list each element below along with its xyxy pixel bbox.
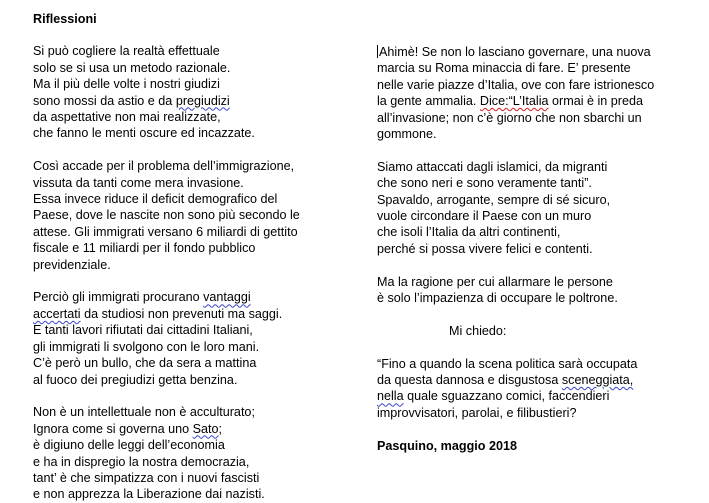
stanza (33, 289, 333, 387)
poem-line: Si può cogliere la realtà effettuale (33, 44, 220, 59)
poem-line: “Fino a quando la scena politica sarà occupata (377, 356, 638, 371)
text-run: nella quale sguazzano comici, faccendieri (377, 389, 610, 404)
poem-line: che fanno le menti oscure ed incazzate. (33, 126, 255, 141)
spellcheck-flag: accertati (33, 306, 81, 321)
stanza (377, 274, 697, 307)
text-cursor (377, 45, 378, 58)
poem-line (33, 93, 333, 109)
signature: Pasquino, maggio 2018 (377, 438, 517, 453)
document-title: Riflessioni (33, 12, 97, 26)
poem-line: improvvisatori, parolai, e filibustieri? (377, 405, 577, 420)
spellcheck-flag: vantaggi (203, 290, 251, 305)
poem-line: Ma la ragione per cui allarmare le persone (377, 274, 613, 289)
spellcheck-flag: sceneggiata, (561, 373, 634, 388)
poem-line (377, 388, 697, 404)
spellcheck-flag: Sato (192, 421, 219, 436)
poem-line: C’è però un bullo, che da sera a mattina (33, 356, 257, 371)
text-run: la gente ammalia. Dice:“L’Italia ormai è in preda (377, 94, 644, 109)
spellcheck-flag: Dice:“L’Italia (479, 94, 549, 109)
spellcheck-flag: nella (377, 389, 404, 404)
poem-line: gommone. (377, 127, 437, 142)
poem-line: al fuoco dei pregiudizi getta benzina. (33, 372, 238, 387)
poem-line (33, 289, 333, 305)
poem-line: vuole circondare il Paese con un muro (377, 209, 592, 224)
poem-line: previdenziale. (33, 257, 111, 272)
poem-line: E tanti lavori rifiutati dai cittadini Italiani, (33, 323, 253, 338)
right-column (377, 11, 697, 454)
poem-line: Ma il più delle volte i nostri giudizi (33, 77, 220, 92)
stanza (377, 438, 697, 454)
text-run: da questa dannosa e disgustosa sceneggiata, (377, 373, 634, 388)
left-column (33, 11, 333, 503)
text-run: Ahimè! Se non lo lasciano governare, una nuova (379, 45, 651, 59)
text-run: Perciò gli immigrati procurano vantaggi (33, 290, 251, 305)
poem-line: attese. Gli immigrati versano 6 miliardi di gettito (33, 224, 298, 239)
stanza (33, 404, 333, 502)
poem-line (377, 44, 697, 60)
poem-line: Essa invece riduce il deficit demografico del (33, 192, 278, 207)
text-run: sono mossi da astio e da pregiudizi (33, 93, 230, 108)
poem-line: Spavaldo, arrogante, sempre di sé sicuro, (377, 192, 611, 207)
spellcheck-flag: pregiudizi (175, 93, 230, 108)
poem-line: nelle varie piazze d’Italia, ove con fare istrionesco (377, 77, 655, 92)
poem-line: all’invasione; non c’è giorno che non sbarchi un (377, 110, 642, 125)
stanza (377, 44, 697, 142)
poem-line: vissuta da tanti come mera invasione. (33, 175, 244, 190)
poem-line: Non è un intellettuale non è acculturato; (33, 405, 255, 420)
poem-line: da aspettative non mai realizzate, (33, 110, 221, 125)
poem-line: e non apprezza la Liberazione dai nazisti. (33, 487, 265, 502)
stanza (33, 43, 333, 141)
poem-line: che sono neri e sono veramente tanti”. (377, 176, 592, 191)
poem-line: e ha in dispregio la nostra democrazia, (33, 454, 250, 469)
poem-line (33, 306, 333, 322)
poem-line: marcia su Roma minaccia di fare. E’ presente (377, 61, 631, 76)
stanza (377, 356, 697, 422)
poem-line: è digiuno delle leggi dell’economia (33, 438, 225, 453)
stanza (33, 158, 333, 273)
poem-line: perché si possa vivere felici e contenti. (377, 241, 593, 256)
poem-line: solo se si usa un metodo razionale. (33, 60, 231, 75)
poem-line: Paese, dove le nascite non sono più secondo le (33, 208, 300, 223)
poem-line: tant’ è che simpatizza con i nuovi fascisti (33, 470, 260, 485)
poem-line: fiscale e 11 miliardi per il fondo pubblico (33, 241, 256, 256)
stanza (377, 323, 697, 339)
text-run: Ignora come si governa uno Sato; (33, 421, 223, 436)
poem-line (33, 421, 333, 437)
poem-line (377, 372, 697, 388)
stanza (377, 159, 697, 257)
poem-line (377, 93, 697, 109)
poem-line: Siamo attaccati dagli islamici, da migranti (377, 159, 608, 174)
poem-line: che isoli l’Italia da altri continenti, (377, 225, 561, 240)
poem-line: Così accade per il problema dell’immigrazione, (33, 159, 295, 174)
text-run: accertati da studiosi non prevenuti ma saggi. (33, 306, 283, 321)
poem-line: gli immigrati li svolgono con le loro mani. (33, 339, 260, 354)
poem-line: è solo l’impazienza di occupare le poltrone. (377, 291, 618, 306)
question-label: Mi chiedo: (449, 323, 507, 338)
